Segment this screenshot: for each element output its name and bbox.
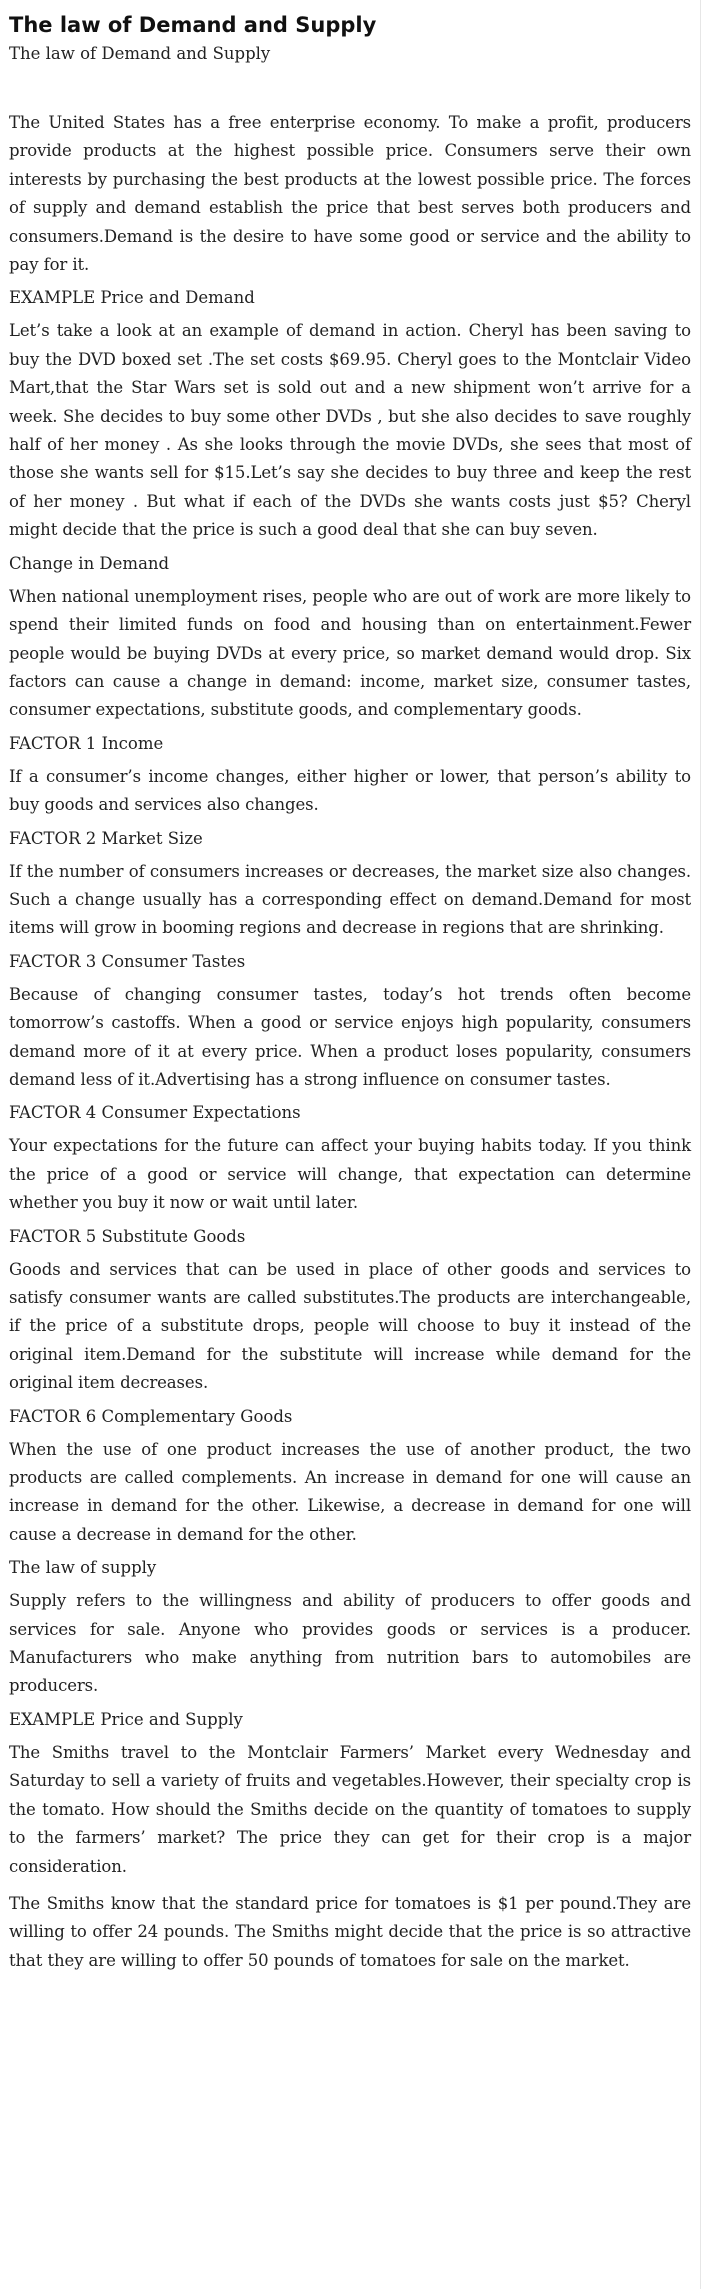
paragraph-price-and-demand: Let’s take a look at an example of demand in action. Cheryl has been saving to buy the DVD boxed set .The set costs $69.95. Cheryl goes to the Montclair Video Mart,that the Star Wars set is sold out and a new shipment won’t arrive for a week. She decides to buy some other DVDs , but she also decides to save roughly half of her money . As she looks through the movie DVDs, she sees that most of those she wants sell for $15.Let’s say she decides to buy three and keep the rest of her money . But what if each of the DVDs she wants costs just $5? Cheryl might decide that the price is such a good deal that she can buy seven.: [9, 321, 691, 540]
paragraph-change-in-demand: When national unemployment rises, people who are out of work are more likely to spend their limited funds on food and housing than on entertainment.Fewer people would be buying DVDs at every price, so market demand would drop. Six factors can cause a change in demand: income, market size, consumer tastes, consumer expectations, substitute goods, and complementary goods.: [9, 586, 691, 720]
spacer: [9, 66, 691, 109]
paragraph-factor-6: When the use of one product increases the use of another product, the two products are called complements. An increase in demand for one will cause an increase in demand for the other. Likewise, a decrease in demand for one will cause a decrease in demand for the other.: [9, 1439, 691, 1544]
section-heading-price-and-demand: EXAMPLE Price and Demand: [9, 288, 255, 308]
paragraph-factor-5: Goods and services that can be used in place of other goods and services to satisfy consumer wants are called substitutes.The products are interchangeable, if the price of a substitute drops, people will choose to buy it instead of the original item.Demand for the substitute will increase while demand for the original item decreases.: [9, 1259, 691, 1393]
section-heading-change-in-demand: Change in Demand: [9, 553, 170, 573]
paragraph-factor-2: If the number of consumers increases or decreases, the market size also changes. Such a change usually has a corresponding effect on demand.Demand for most items will grow in booming regions and decrease in regions that are shrinking.: [9, 861, 691, 938]
section-heading-law-of-supply: The law of supply: [9, 1558, 157, 1578]
section-heading-price-and-supply: EXAMPLE Price and Supply: [9, 1709, 243, 1729]
paragraph-intro: The United States has a free enterprise economy. To make a profit, producers provide products at the highest possible price. Consumers serve their own interests by purchasing the best products at the lowest possible price. The forces of supply and demand establish the price that best serves both producers and consumers.Demand is the desire to have some good or service and the ability to pay for it.: [9, 113, 691, 275]
section-heading-factor-3: FACTOR 3 Consumer Tastes: [9, 951, 246, 971]
section-heading-factor-2: FACTOR 2 Market Size: [9, 828, 203, 848]
paragraph-law-of-supply: Supply refers to the willingness and ability of producers to offer goods and services for sale. Anyone who provides goods or services is a producer. Manufacturers who make anything from nutrition bars to automobiles are producers.: [9, 1591, 691, 1696]
section-heading-factor-5: FACTOR 5 Substitute Goods: [9, 1226, 246, 1246]
paragraph-factor-4: Your expectations for the future can affect your buying habits today. If you think the price of a good or service will change, that expectation can determine whether you buy it now or wait until later.: [9, 1136, 691, 1213]
paragraph-smiths-pricing: The Smiths know that the standard price for tomatoes is $1 per pound.They are willing to offer 24 pounds. The Smiths might decide that the price is so attractive that they are willing to offer 50 pounds of tomatoes for sale on the market.: [9, 1893, 691, 1970]
section-heading-factor-6: FACTOR 6 Complementary Goods: [9, 1406, 293, 1426]
paragraph-factor-1: If a consumer’s income changes, either higher or lower, that person’s ability to buy goods and services also changes.: [9, 766, 691, 815]
section-heading-factor-1: FACTOR 1 Income: [9, 733, 164, 753]
section-heading-factor-4: FACTOR 4 Consumer Expectations: [9, 1103, 301, 1123]
paragraph-price-and-supply: The Smiths travel to the Montclair Farmers’ Market every Wednesday and Saturday to sell a variety of fruits and vegetables.However, their specialty crop is the tomato. How should the Smiths decide on the quantity of tomatoes to supply to the farmers’ market? The price they can get for their crop is a major consideration.: [9, 1742, 691, 1876]
paragraph-factor-3: Because of changing consumer tastes, today’s hot trends often become tomorrow’s castoffs. When a good or service enjoys high popularity, consumers demand more of it at every price. When a product loses popularity, consumers demand less of it.Advertising has a strong influence on consumer tastes.: [9, 984, 691, 1089]
page-title: The law of Demand and Supply: [9, 13, 377, 37]
page-subtitle: The law of Demand and Supply: [9, 44, 271, 63]
